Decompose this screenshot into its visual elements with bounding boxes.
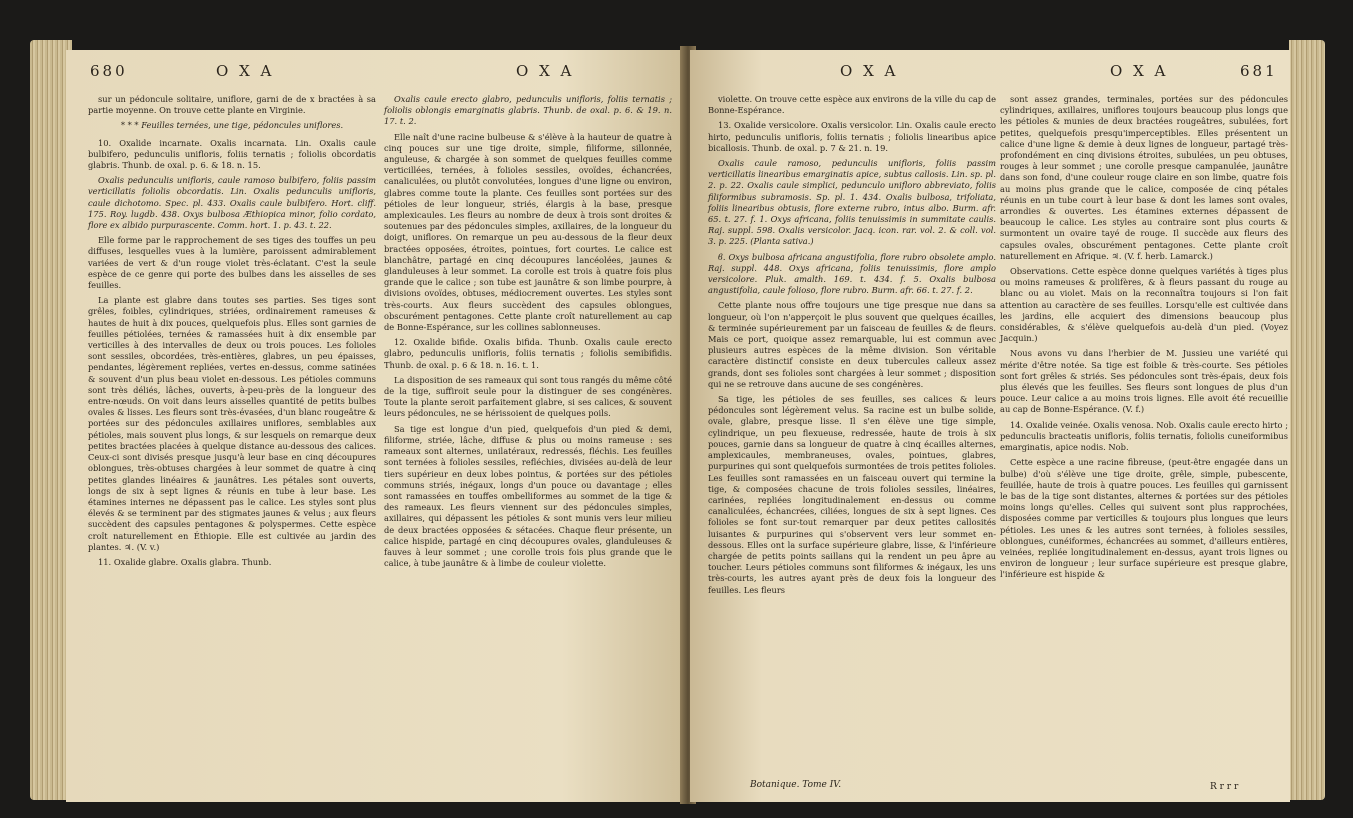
paragraph: ϐ. Oxys bulbosa africana angustifolia, flore rubro obsolete amplo. Raj. suppl. 448. Oxys africana, foliis tenuissimis, flore amplo versicolore. Pluk. amalth. 169. t. 434. f. 5. Oxalis bulbosa angustifolia, caule folioso, flore rubro. Burm. afr. 66. t. 27. f. 2. (708, 251, 996, 296)
paragraph: 13. Oxalide versicolore. Oxalis versicolor. Lin. Oxalis caule erecto hirto, pedunculis unifloris, foliis ternatis ; foliolis linearibus apice bicallosis. Thunb. de oxal. p. 7 & 21. n. 19. (708, 120, 996, 153)
paragraph: sont assez grandes, terminales, portées sur des pédoncules cylindriques, axillaires, uniflores toujours beaucoup plus longs que les pétioles & munies de deux bractées rougeâtres, subulées, fort petites, quelquefois presqu'imperceptibles. Elles présentent un calice d'une ligne & demie à deux lignes de longueur, partagé très-profondément en cinq divisions étroites, subulées, un peu obtuses, rouges à leur sommet ; une corolle presque campanulée, jaunâtre dans son fond, d'une couleur rouge claire en son limbe, quatre fois au moins plus grande que le calice, composée de cinq pétales réunis en un tube court à leur base & dont les lames sont ovales, arrondies & ouvertes. Les étamines externes dépassent de beaucoup le calice. Les styles au contraire sont plus courts & surmontent un ovaire tayé de rouge. Il succède aux fleurs des capsules ovales, obscurément pentagones. Cette plante croît naturellement en Afrique. ♃. (V. f. herb. Lamarck.) (1000, 94, 1288, 261)
right-column-2 (1000, 94, 1288, 585)
running-head-left-col1: O X A (216, 62, 275, 80)
paragraph: 14. Oxalide veinée. Oxalis venosa. Nob. Oxalis caule erecto hirto ; pedunculis bracteatis unifloris, foliis ternatis, foliolis cuneiformibus emarginatis, apice nodis. Nob. (1000, 419, 1288, 453)
paragraph: 12. Oxalide bifide. Oxalis bifida. Thunb. Oxalis caule erecto glabro, pedunculis unifloris, foliis ternatis ; foliolis semibifidis. Thunb. de oxal. p. 6 & 18. n. 16. t. 1. (384, 337, 672, 370)
page-edges-right (1289, 40, 1325, 800)
paragraph: La plante est glabre dans toutes ses parties. Ses tiges sont grêles, foibles, cylindriques, striées, ordinairement rameuses & hautes de huit à dix pouces, quelquefois plus. Elles sont garnies de feuilles pétiolées, ternées & ramassées huit à dix ensemble par verticilles à des intervalles de deux ou trois pouces. Les folioles sont sessiles, obcordées, très-entières, glabres, un peu épaisses, pendantes, légèrement repliées, vertes en-dessus, comme satinées & souvent d'un plus beau violet en-dessous. Les pétioles communs sont très déliés, lâches, ouverts, à-peu-près de la longueur des entre-nœuds. On voit dans leurs aisselles quantité de petits bulbes ovales & lisses. Les fleurs sont très-évasées, d'un blanc rougeâtre & portées sur des pédoncules axillaires uniflores, semblables aux pétioles, mais souvent plus longs, & sur lesquels on remarque deux petites bractées placées à quelque distance au-dessous des calices. Ceux-ci sont divisés presque jusqu'à leur base en cinq découpures oblongues, très-obtuses chargées à leur sommet de quatre à cinq petites glandes linéaires & jaunâtres. Les pétales sont ouverts, longs de six à sept lignes & réunis en tube à leur base. Les étamines internes ne dépassent pas le calice. Les styles sont plus élevés & se terminent par des stigmates jaunes & velus ; aux fleurs succèdent des capsules pentagones & polyspermes. Cette espèce croît naturellement en Éthiopie. Elle est cultivée au jardin des plantes. ♃. (V. v.) (88, 295, 376, 552)
paragraph: Oxalis pedunculis unifloris, caule ramoso bulbifero, foliis passim verticillatis foliolis obcordatis. Lin. Oxalis pedunculis unifloris, caule dichotomo. Spec. pl. 433. Oxalis caule bulbifero. Hort. cliff. 175. Roy. lugdb. 438. Oxys bulbosa Æthiopica minor, folio cordato, flore ex albido purpurascente. Comm. hort. 1. p. 43. t. 22. (88, 175, 376, 231)
section-heading: * * * Feuilles ternées, une tige, pédoncules uniflores. (120, 120, 344, 131)
left-column-2 (384, 94, 672, 573)
running-head-right-col2: O X A (1110, 62, 1169, 80)
left-running-head (66, 62, 686, 86)
running-head-left-col2: O X A (516, 62, 575, 80)
paragraph: Nous avons vu dans l'herbier de M. Jussieu une variété qui mérite d'être notée. Sa tige est foible & très-courte. Ses pétioles sont fort grêles & striés. Ses pédoncules sont très-épais, deux fois plus élevés que les feuilles. Ses fleurs sont longues de plus d'un pouce. Leur calice a au moins trois lignes. Elle avoit été recueillie au cap de Bonne-Espérance. (V. f.) (1000, 348, 1288, 415)
paragraph: Sa tige, les pétioles de ses feuilles, ses calices & leurs pédoncules sont légèrement velus. Sa racine est un bulbe solide, ovale, glabre, presque lisse. Il s'en élève une tige simple, cylindrique, un peu flexueuse, redressée, haute de trois à six pouces, garnie dans sa longueur de quatre à cinq écailles alternes, amplexicaules, membraneuses, ovales, pointues, glabres, purpurines qui sont quelquefois surmontées de trois petites folioles. Les feuilles sont ramassées en un faisceau ouvert qui termine la tige, & composées chacune de trois folioles sessiles, linéaires, carinées, repliées longitudinalement en-dessus ou comme canaliculées, échancrées, ciliées, longues de six à sept lignes. Ces folioles se font sur-tout remarquer par deux petites callosités luisantes & purpurines qui s'observent vers leur sommet en-dessous. Elles ont la surface supérieure glabre, lisse, & l'inférieure chargée de petits points saillans qui la rendent un peu âpre au toucher. Leurs pétioles communs sont filiformes & inégaux, les uns très-courts, les autres ayant près de deux fois la longueur des feuilles. Les fleurs (708, 394, 996, 595)
paragraph: sur un pédoncule solitaire, uniflore, garni de de x bractées à sa partie moyenne. On trouve cette plante en Virginie. (88, 94, 376, 116)
footer-title: Botanique. Tome IV. (750, 780, 842, 790)
page-number-left: 680 (90, 62, 128, 80)
paragraph: Observations. Cette espèce donne quelques variétés à tiges plus ou moins rameuses & prolifères, & à fleurs passant du rouge au blanc ou au violet. Mais on la reconnaîtra toujours si l'on fait attention au caractère de ses feuilles. Lorsqu'elle est cultivée dans les jardins, elle acquiert des dimensions beaucoup plus considérables, & s'élève quelquefois au-delà d'un pied. (Voyez Jacquin.) (1000, 266, 1288, 344)
signature-mark: R r r r (1210, 782, 1239, 792)
paragraph: Cette espèce a une racine fibreuse, (peut-être engagée dans un bulbe) d'où s'élève une tige droite, grêle, simple, pubescente, feuillée, haute de trois à quatre pouces. Les feuilles qui garnissent le bas de la tige sont distantes, alternes & portées sur des pétioles moins longs qu'elles. Celles qui suivent sont plus rapprochées, disposées comme par verticilles & toujours plus longues que leurs pétioles. Les unes & les autres sont ternées, à folioles sessiles, oblongues, cunéiformes, échancrées au sommet, d'ailleurs entières, veinées, repliée longitudinalement en-dessus, ayant trois lignes ou environ de longueur ; leur surface supérieure est presque glabre, l'inférieure est hispide & (1000, 457, 1288, 580)
paragraph: 10. Oxalide incarnate. Oxalis incarnata. Lin. Oxalis caule bulbifero, pedunculis unifloris, foliis ternatis ; foliolis obcordatis glabris. Thunb. de oxal. p. 6. & 18. n. 15. (88, 137, 376, 171)
paragraph: Elle naît d'une racine bulbeuse & s'élève à la hauteur de quatre à cinq pouces sur une tige droite, simple, filiforme, sillonnée, anguleuse, & chargée à son sommet de quelques feuilles comme verticillées, ternées, à folioles sessiles, ovoïdes, échancrées, canaliculées, ou plutôt convolutées, longues d'une ligne ou environ, glabres comme toute la plante. Ces feuilles sont portées sur des pétioles de leur longueur, striés, élargis à la base, presque amplexicaules. Les fleurs au nombre de deux à trois sont droites & soutenues par des pédoncules simples, axillaires, de la longueur du doigt, uniflores. On remarque un peu au-dessous de la fleur deux bractées opposées, étroites, pointues, fort courtes. Le calice est blanchâtre, partagé en cinq découpures lancéolées, jaunes & glanduleuses à leur sommet. La corolle est trois à quatre fois plus grande que le calice ; son tube est jaunâtre & son limbe pourpre, à divisions ovoïdes, obtuses, médiocrement ouvertes. Les styles sont très-courts. Aux fleurs succèdent des capsules oblongues, obscurément pentagones. Cette plante croît naturellement au cap de Bonne-Espérance, sur les collines sablonneuses. (384, 131, 672, 333)
left-column-1 (88, 94, 376, 572)
paragraph: violette. On trouve cette espèce aux environs de la ville du cap de Bonne-Espérance. (708, 94, 996, 116)
paragraph: Oxalis caule ramoso, pedunculis unifloris, foliis passim verticillatis linearibus emarginatis apice, subtus callosis. Lin. sp. pl. 2. p. 22. Oxalis caule simplici, pedunculo unifloro abbreviato, foliis filiformibus subramosis. Sp. pl. 1. 434. Oxalis bulbosa, trifoliata, foliis linearibus obtusis, flore externe rubro, intus albo. Burm. afr. 65. t. 27. f. 1. Oxys africana, foliis tenuissimis in summitate caulis. Raj. suppl. 598. Oxalis versicolor. Jacq. icon. rar. vol. 2. & coll. vol. 3. p. 225. (Planta sativa.) (708, 158, 996, 247)
running-head-right-col1: O X A (840, 62, 899, 80)
paragraph: Sa tige est longue d'un pied, quelquefois d'un pied & demi, filiforme, striée, lâche, diffuse & plus ou moins rameuse : ses rameaux sont alternes, unilatéraux, redressés, fléchis. Les feuilles sont ternées à folioles sessiles, refléchies, divisées au-delà de leur tiers supérieur en deux lobes pointus, & portées sur des pétioles communs striés, inégaux, longs d'un pouce ou davantage ; elles sont ramassées en touffes ombelliformes au sommet de la tige & des rameaux. Les fleurs viennent sur des pédoncules simples, axillaires, qui dépassent les pétioles & sont munis vers leur milieu de deux bractées opposées & sétacées. Chaque fleur présente, un calice hispide, partagé en cinq découpures ovales, glanduleuses & fauves à leur sommet ; une corolle trois fois plus grande que le calice, à tube jaunâtre & à limbe de couleur violette. (384, 423, 672, 569)
paragraph: Cette plante nous offre toujours une tige presque nue dans sa longueur, où l'on n'apperçoit le plus souvent que quelques écailles, & terminée supérieurement par un faisceau de feuilles & de fleurs. Mais ce port, quoique assez remarquable, lui est commun avec plusieurs autres espèces de la même division. Son véritable caractère distinctif consiste en deux tubercules calleux assez grands, dont ses folioles sont chargées à leur sommet ; disposition qui ne se retrouve dans aucune de ses congénères. (708, 300, 996, 389)
paragraph: Elle forme par le rapprochement de ses tiges des touffes un peu diffuses, lesquelles vues à la lumière, paroissent admirablement variées de vert & d'un rouge violet très-éclatant. C'est la seule espèce de ce genre qui porte des bulbes dans les aisselles de ses feuilles. (88, 235, 376, 291)
paragraph: La disposition de ses rameaux qui sont tous rangés du même côté de la tige, suffiroit seule pour la distinguer de ses congénères. Toute la plante seroit parfaitement glabre, si ses calices, & souvent leurs pédoncules, ne se hérissoient de quelques poils. (384, 374, 672, 419)
paragraph: Oxalis caule erecto glabro, pedunculis unifloris, foliis ternatis ; foliolis oblongis emarginatis glabris. Thunb. de oxal. p. 6. & 19. n. 17. t. 2. (384, 94, 672, 127)
paragraph: 11. Oxalide glabre. Oxalis glabra. Thunb. (98, 556, 272, 567)
page-number-right: 681 (1240, 62, 1278, 80)
left-page (66, 50, 686, 802)
right-column-1 (708, 94, 996, 600)
right-running-head (690, 62, 1290, 86)
open-book (30, 18, 1325, 808)
right-page (690, 50, 1290, 802)
